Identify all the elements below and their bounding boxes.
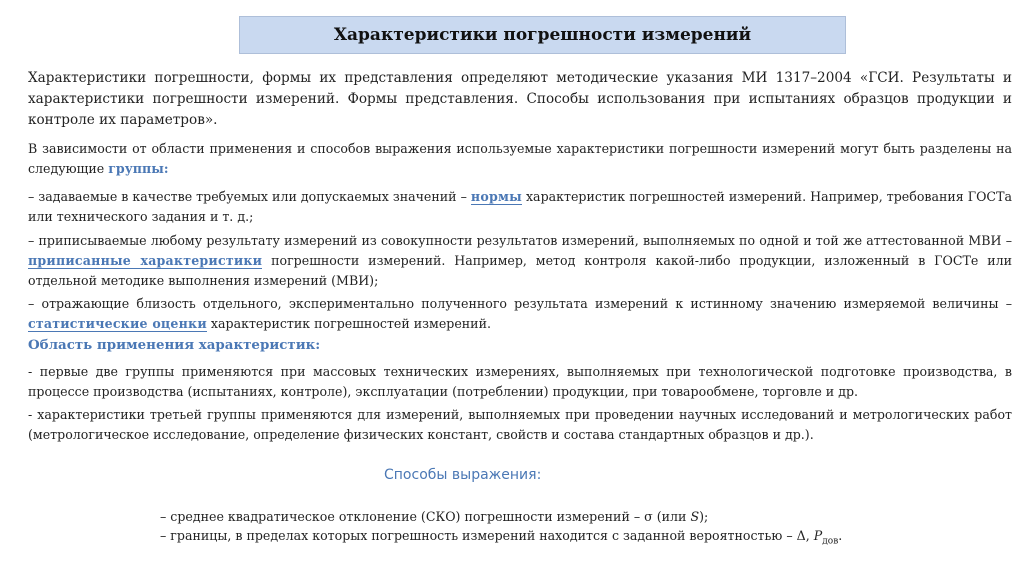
- group-item-norms: [28, 187, 1012, 227]
- ways-heading: Способы выражения:: [384, 467, 542, 483]
- groups-intro-paragraph: [28, 139, 1012, 179]
- expression-text: – границы, в пределах которых погрешность измерений находится с заданной вероятностью – Δ,: [160, 528, 810, 543]
- group-item-text: – отражающие близость отдельного, экспериментально полученного результата измерений к истинному значению измеряемой величины –: [28, 296, 1012, 311]
- group-item-assigned: [28, 231, 1012, 291]
- expression-end: );: [699, 509, 709, 524]
- expression-line-1: [160, 507, 1020, 526]
- group-keyword-statistical: статистические оценки: [28, 316, 207, 331]
- group-keyword-norms: нормы: [470, 189, 522, 204]
- slide-title-box: [239, 16, 846, 54]
- groups-intro-text: В зависимости от области применения и способов выражения используемые характеристики погрешности измерений могут быть разделены на следующие: [28, 141, 1012, 176]
- group-item-text: погрешности измерений. Например, метод контроля какой-либо продукции, изложенный в ГОСТе или отдельной методике выполнения измерений (МВИ);: [28, 253, 1012, 288]
- group-item-text: характеристик погрешностей измерений.: [210, 316, 491, 331]
- expression-end: .: [838, 528, 843, 543]
- slide-title: Характеристики погрешности измерений: [333, 25, 752, 45]
- expression-subscript: дов: [822, 536, 839, 547]
- group-item-text: – приписываемые любому результату измерений из совокупности результатов измерений, выполняемых по одной и той же аттестованной МВИ –: [28, 233, 1012, 248]
- group-item-text: характеристик погрешностей измерений. Например, требования ГОСТа или технического задания и т. д.;: [28, 189, 1012, 224]
- group-item-text: – задаваемые в качестве требуемых или допускаемых значений –: [28, 189, 467, 204]
- group-item-statistical: [28, 294, 1012, 334]
- group-keyword-assigned: приписанные характеристики: [28, 253, 263, 268]
- groups-keyword: группы:: [108, 161, 169, 176]
- expression-symbol-s: S: [690, 509, 700, 524]
- area-paragraph-2: - характеристики третьей группы применяются для измерений, выполняемых при проведении научных исследований и метрологических работ (метрологическое исследование, определение физических констант, свойств и состава стандартных образцов и др.).: [28, 407, 1012, 442]
- expression-line-2: [160, 526, 1020, 552]
- expression-text: – среднее квадратическое отклонение (СКО) погрешности измерений – σ (или: [160, 509, 687, 524]
- area-paragraph-1: - первые две группы применяются при массовых технических измерениях, выполняемых при технологической подготовке производства, в процессе производства (испытаниях, контроле), эксплуатации (потреблении) продукции, при товарообмене, торговле и др.: [28, 364, 1012, 399]
- area-heading: Область применения характеристик:: [28, 337, 321, 353]
- expression-symbol-p: P: [813, 528, 823, 543]
- intro-paragraph: Характеристики погрешности, формы их представления определяют методические указания МИ 1317–2004 «ГСИ. Результаты и характеристики погрешности измерений. Формы представления. Способы использования при испытаниях образцов продукции и контроле их параметров».: [28, 70, 1012, 128]
